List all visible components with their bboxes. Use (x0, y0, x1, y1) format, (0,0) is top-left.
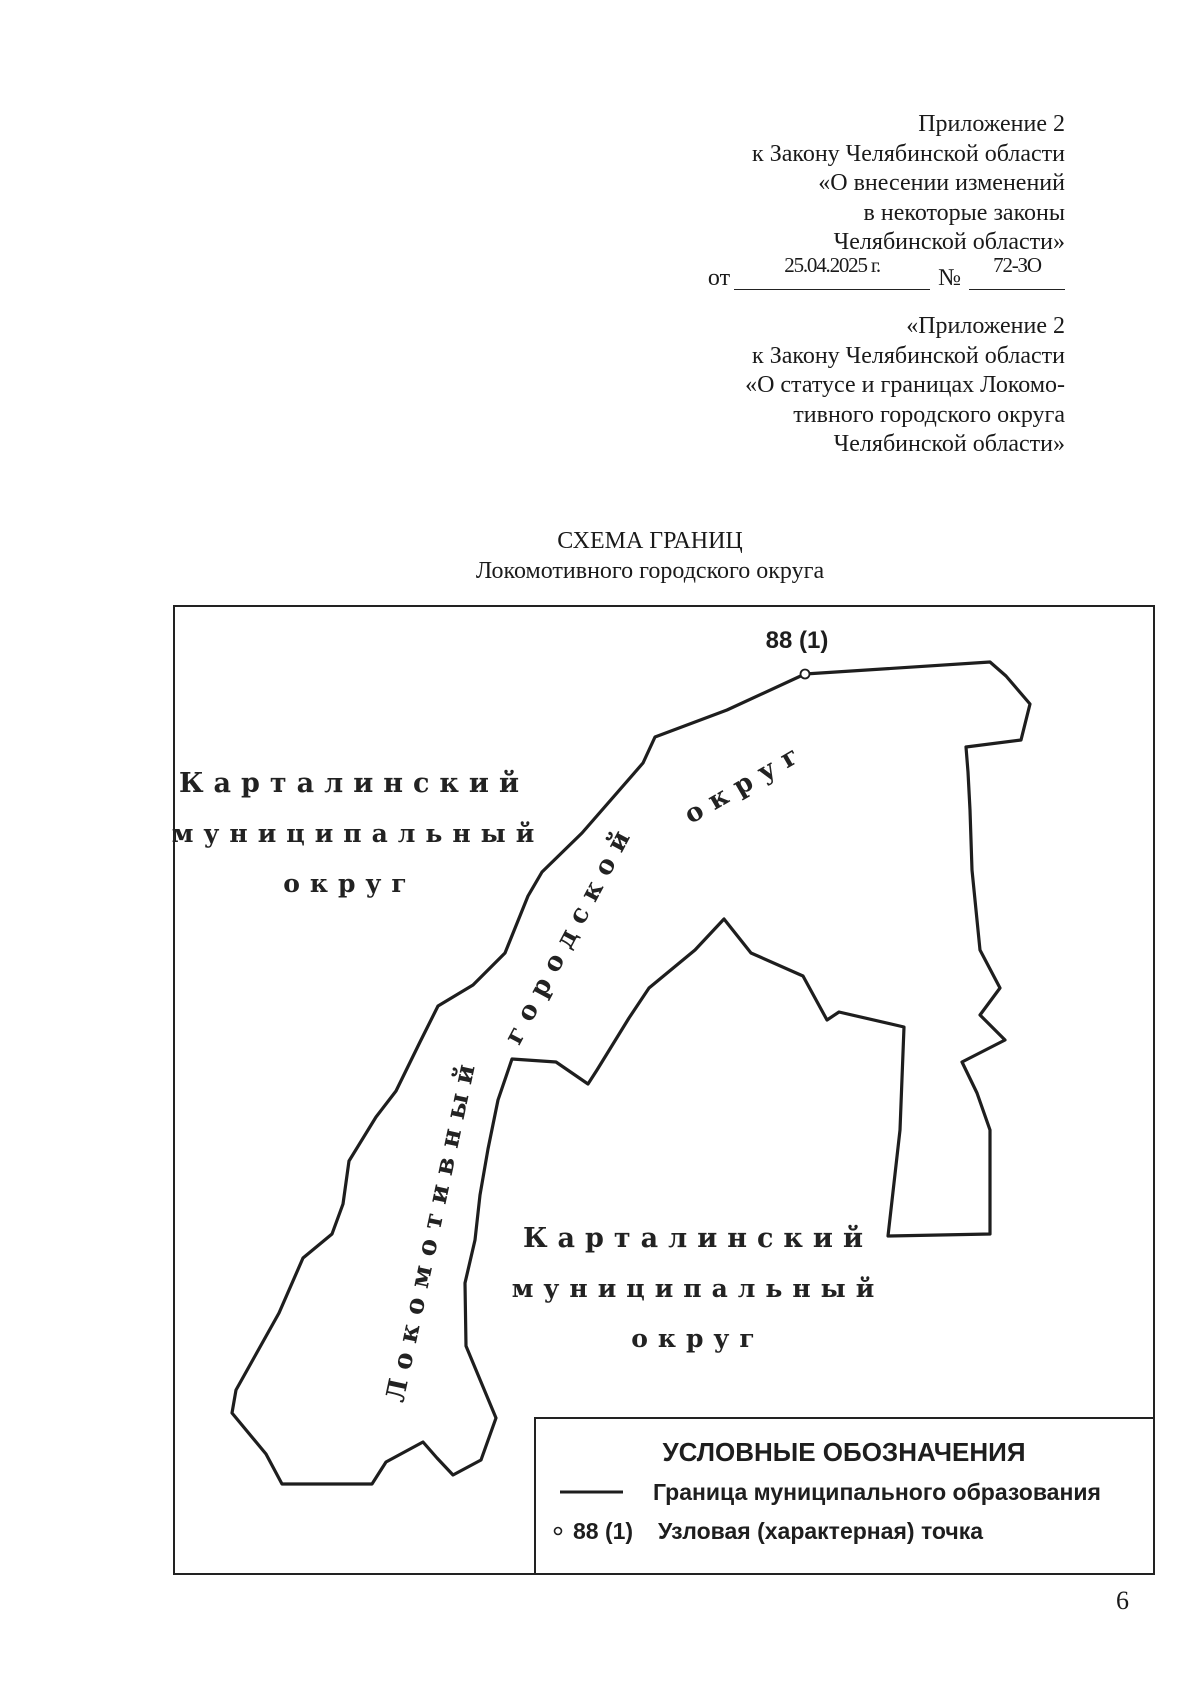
legend-boundary-label: Граница муниципального образования (653, 1479, 1101, 1505)
node-point-legend-icon (555, 1528, 562, 1535)
appendix-line: в некоторые законы (863, 199, 1065, 226)
appendix-line: к Закону Челябинской области (752, 140, 1065, 167)
map-legend (535, 1418, 1154, 1574)
original-line: «О статусе и границах Локомо- (745, 372, 1065, 398)
legend-title: УСЛОВНЫЕ ОБОЗНАЧЕНИЯ (662, 1437, 1026, 1467)
page-number: 6 (1116, 1586, 1129, 1615)
kartaly-top-line: Карталинский (179, 768, 529, 799)
node-point-icon (801, 670, 810, 679)
kartaly-bottom-line: муниципальный (511, 1274, 885, 1303)
appendix-line: Приложение 2 (918, 111, 1065, 137)
original-line: Челябинской области» (833, 431, 1065, 457)
node-point-label: 88 (1) (765, 627, 829, 654)
kartaly-bottom-line: Карталинский (523, 1223, 873, 1254)
date-prefix: от (707, 264, 731, 291)
lokomotivny-line: округ (679, 735, 813, 831)
kartaly-district-label-top (172, 768, 545, 898)
legend-node-code: 88 (1) (573, 1518, 634, 1544)
lokomotivny-line: городской (498, 816, 642, 1050)
scheme-title: СХЕМА ГРАНИЦ (557, 528, 743, 554)
legend-node-label: Узловая (характерная) точка (658, 1518, 984, 1544)
lokomotivny-line: Локомотивный (380, 1051, 484, 1405)
kartaly-district-label-bottom (512, 1223, 885, 1353)
appendix-line: Челябинской области» (833, 229, 1065, 255)
kartaly-top-line: муниципальный (171, 819, 545, 848)
number-value: 72-ЗО (993, 252, 1041, 277)
original-line: тивного городского округа (793, 401, 1065, 428)
kartaly-top-line: округ (283, 869, 417, 898)
kartaly-bottom-line: округ (631, 1324, 765, 1353)
number-prefix: № (938, 264, 961, 291)
date-value: 25.04.2025 г. (784, 252, 880, 277)
scheme-subtitle: Локомотивного городского округа (475, 558, 825, 584)
appendix-line: «О внесении изменений (818, 170, 1065, 196)
original-line: «Приложение 2 (906, 313, 1065, 339)
original-line: к Закону Челябинской области (752, 342, 1065, 369)
